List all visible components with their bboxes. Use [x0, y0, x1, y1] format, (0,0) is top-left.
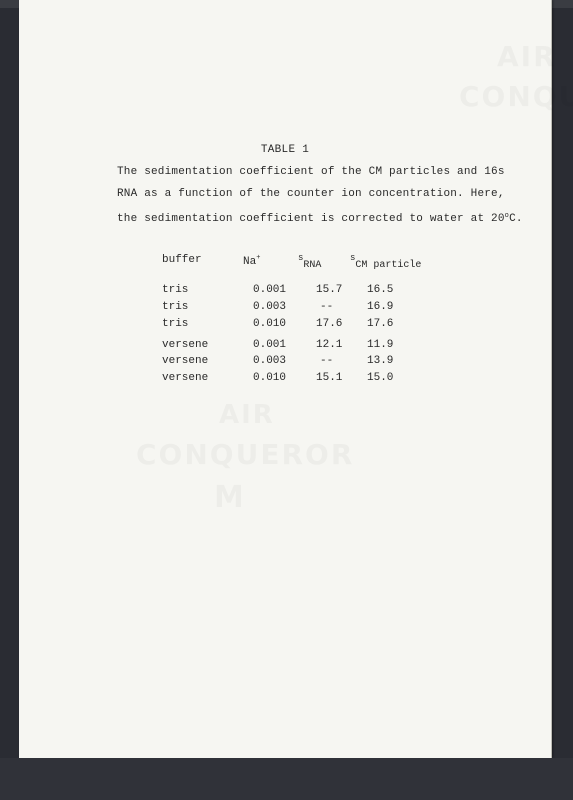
cell-s-cm: 16.9 — [367, 301, 394, 313]
table-row — [162, 339, 522, 355]
cell-na: 0.010 — [253, 372, 287, 384]
caption-line-3-text: the sedimentation coefficient is corrected to water at 20 — [117, 213, 505, 225]
header-s-cm-sub: CM particle — [355, 260, 422, 271]
header-s-cm-prefix: s — [350, 253, 356, 263]
cell-buffer: tris — [162, 318, 189, 330]
scan-background-bottom — [0, 758, 573, 800]
cell-buffer: tris — [162, 284, 189, 296]
caption-line-3 — [117, 205, 537, 230]
header-buffer: buffer — [162, 254, 202, 266]
table-row — [162, 372, 522, 388]
cell-na: 0.003 — [253, 355, 287, 367]
table-caption — [117, 161, 537, 230]
cell-na: 0.001 — [253, 284, 287, 296]
watermark-top-right-2 — [459, 80, 573, 113]
cell-s-cm: 15.0 — [367, 372, 394, 384]
cell-buffer: versene — [162, 372, 209, 384]
watermark-center-1 — [219, 400, 275, 430]
table-row — [162, 284, 522, 300]
cell-s-cm: 16.5 — [367, 284, 394, 296]
watermark-center-2 — [136, 438, 354, 471]
header-na-text: Na — [243, 256, 257, 268]
caption-line-3-end: C. — [509, 213, 523, 225]
caption-line-2: RNA as a function of the counter ion concentration. Here, — [117, 188, 505, 200]
cell-s-rna: 17.6 — [316, 318, 343, 330]
cell-s-rna: -- — [320, 355, 334, 367]
cell-s-cm: 13.9 — [367, 355, 394, 367]
header-na-sup: + — [256, 254, 261, 262]
cell-buffer: tris — [162, 301, 189, 313]
cell-buffer: versene — [162, 355, 209, 367]
table-title: TABLE 1 — [260, 144, 310, 156]
cell-s-rna: -- — [320, 301, 334, 313]
table-row — [162, 301, 522, 317]
cell-na: 0.003 — [253, 301, 287, 313]
cell-s-rna: 12.1 — [316, 339, 343, 351]
cell-s-cm: 17.6 — [367, 318, 394, 330]
table-row — [162, 318, 522, 334]
caption-line-1: The sedimentation coefficient of the CM particles and 16s — [117, 166, 505, 178]
degree-superscript: o — [504, 212, 510, 220]
table-row — [162, 355, 522, 371]
header-s-rna-prefix: s — [298, 253, 304, 263]
cell-buffer: versene — [162, 339, 209, 351]
header-s-cm — [350, 253, 422, 271]
header-s-rna-sub: RNA — [303, 260, 322, 271]
header-s-rna — [298, 253, 322, 271]
cell-s-cm: 11.9 — [367, 339, 394, 351]
watermark-top-right — [497, 40, 557, 73]
cell-s-rna: 15.7 — [316, 284, 343, 296]
cell-na: 0.010 — [253, 318, 287, 330]
cell-na: 0.001 — [253, 339, 287, 351]
watermark-center-3 — [214, 480, 246, 515]
header-na — [243, 254, 260, 268]
document-page — [19, 0, 552, 758]
cell-s-rna: 15.1 — [316, 372, 343, 384]
